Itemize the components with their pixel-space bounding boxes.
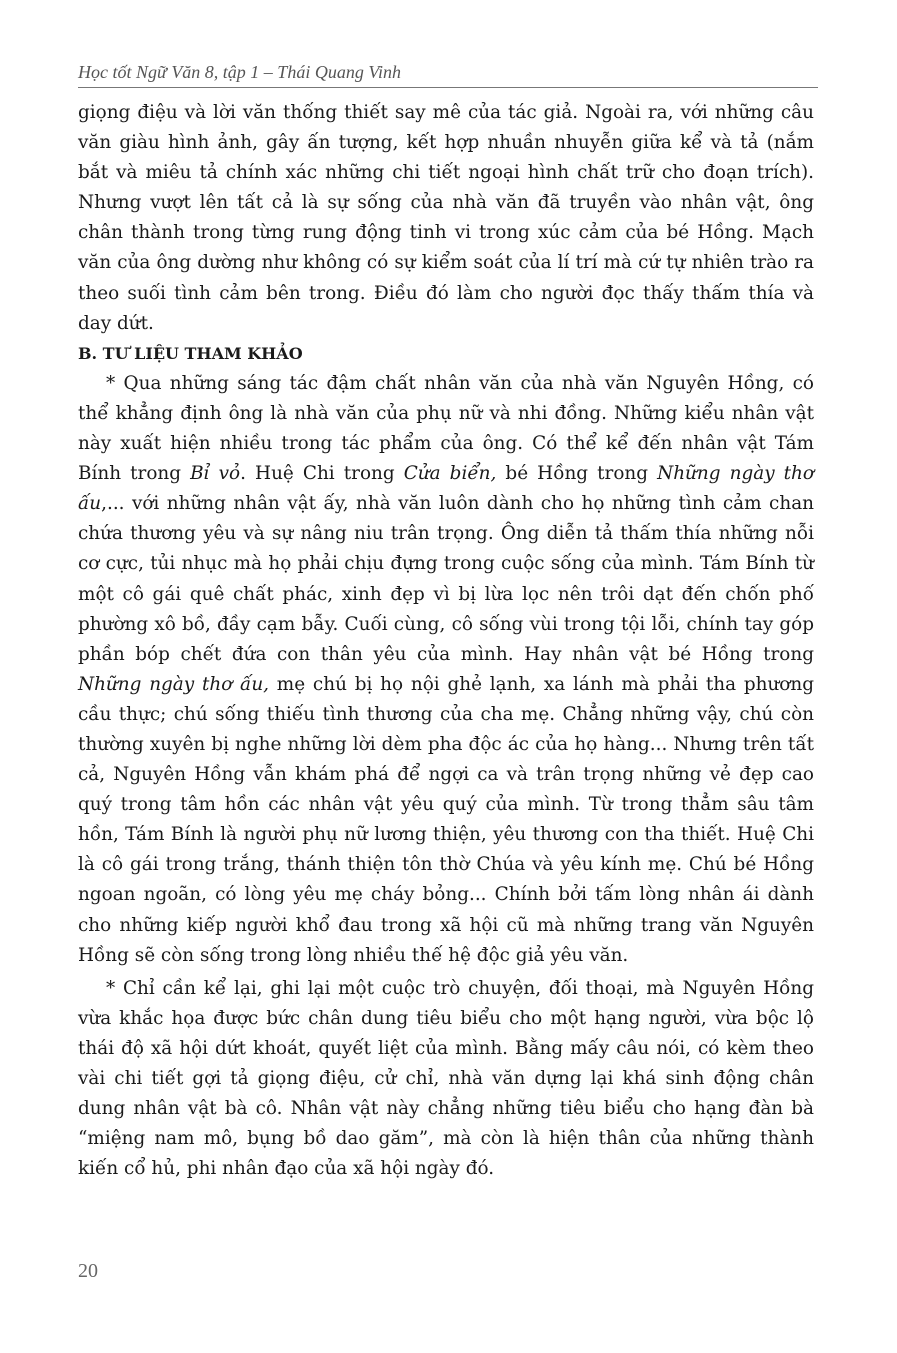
text-run: bé Hồng trong xyxy=(496,463,658,485)
text-run: ,... với những nhân vật ấy, nhà văn luôn dành cho họ những tình cảm chan chứa thương yêu và sự nâng niu trân trọng. Ông diễn tả thấm thía những nỗi cơ cực, tủi nhục mà họ phải chịu đựng trong cuộc sống của mình. Tám Bính từ một cô gái quê chất phác, xinh đẹp vì bị lừa lọc nên trôi dạt đến chốn phố phường xô bồ, đầy cạm bẫy. Cuối cùng, cô sống vùi trong tội lỗi, chính tay góp phần bóp chết đứa con thân yêu của mình. Hay nhân vật bé Hồng trong xyxy=(78,493,814,665)
paragraph-reference-1 xyxy=(78,369,814,971)
text-run: . Huệ Chi trong xyxy=(240,463,404,485)
section-heading: B. TƯ LIỆU THAM KHẢO xyxy=(78,343,303,363)
work-title: Những ngày thơ ấu xyxy=(78,463,814,515)
work-title: Bỉ vỏ xyxy=(190,463,241,485)
body-text xyxy=(78,98,814,1184)
text-run: mẹ chú bị họ nội ghẻ lạnh, xa lánh mà phải tha phương cầu thực; chú sống thiếu tình thương của cha mẹ. Chẳng những vậy, chú còn thường xuyên bị nghe những lời dèm pha độc ác của họ hàng... Nhưng trên tất cả, Nguyên Hồng vẫn khám phá để ngợi ca và trân trọng những vẻ đẹp cao quý trong tâm hồn các nhân vật yêu quý của mình. Từ trong thẳm sâu tâm hồn, Tám Bính là người phụ nữ lương thiện, yêu thương con tha thiết. Huệ Chi là cô gái trong trắng, thánh thiện tôn thờ Chúa và yêu kính mẹ. Chú bé Hồng ngoan ngoãn, có lòng yêu mẹ cháy bỏng... Chính bởi tấm lòng nhân ái dành cho những kiếp người khổ đau trong xã hội cũ mà những trang văn Nguyên Hồng sẽ còn sống trong lòng nhiều thế hệ độc giả yêu văn. xyxy=(78,673,814,966)
page-number: 20 xyxy=(78,1260,98,1282)
paragraph-reference-2: * Chỉ cần kể lại, ghi lại một cuộc trò chuyện, đối thoại, mà Nguyên Hồng vừa khắc họa được bức chân dung tiêu biểu cho một hạng người, vừa bộc lộ thái độ xã hội dứt khoát, quyết liệt của mình. Bằng mấy câu nói, có kèm theo vài chi tiết gợi tả giọng điệu, cử chỉ, nhà văn dựng lại khá sinh động chân dung nhân vật bà cô. Nhân vật này chẳng những tiêu biểu cho hạng đàn bà “miệng nam mô, bụng bồ dao găm”, mà còn là hiện thân của những thành kiến cổ hủ, phi nhân đạo của xã hội ngày đó. xyxy=(78,977,814,1180)
header-rule xyxy=(78,87,818,88)
work-title: Cửa biển, xyxy=(403,463,497,485)
text-run: * Qua những sáng tác đậm chất nhân văn của nhà văn Nguyên Hồng, có thể khẳng định ông là nhà văn của phụ nữ và nhi đồng. Những kiểu nhân vật này xuất hiện nhiều trong tác phẩm của ông. Có thể kể đến nhân vật Tám Bính trong xyxy=(78,372,814,485)
work-title: Những ngày thơ ấu, xyxy=(78,673,270,695)
paragraph-continuation: giọng điệu và lời văn thống thiết say mê của tác giả. Ngoài ra, với những câu văn giàu hình ảnh, gây ấn tượng, kết hợp nhuần nhuyễn giữa kể và tả (nắm bắt và miêu tả chính xác những chi tiết ngoại hình chất trữ cho đoạn trích). Nhưng vượt lên tất cả là sự sống của nhà văn đã truyền vào nhân vật, ông chân thành trong từng rung động tinh vi trong xúc cảm của bé Hồng. Mạch văn của ông dường như không có sự kiểm soát của lí trí mà cứ tự nhiên trào ra theo suối tình cảm bên trong. Điều đó làm cho người đọc thấy thấm thía và day dứt. xyxy=(78,102,814,334)
running-header: Học tốt Ngữ Văn 8, tập 1 – Thái Quang Vinh xyxy=(78,62,401,82)
